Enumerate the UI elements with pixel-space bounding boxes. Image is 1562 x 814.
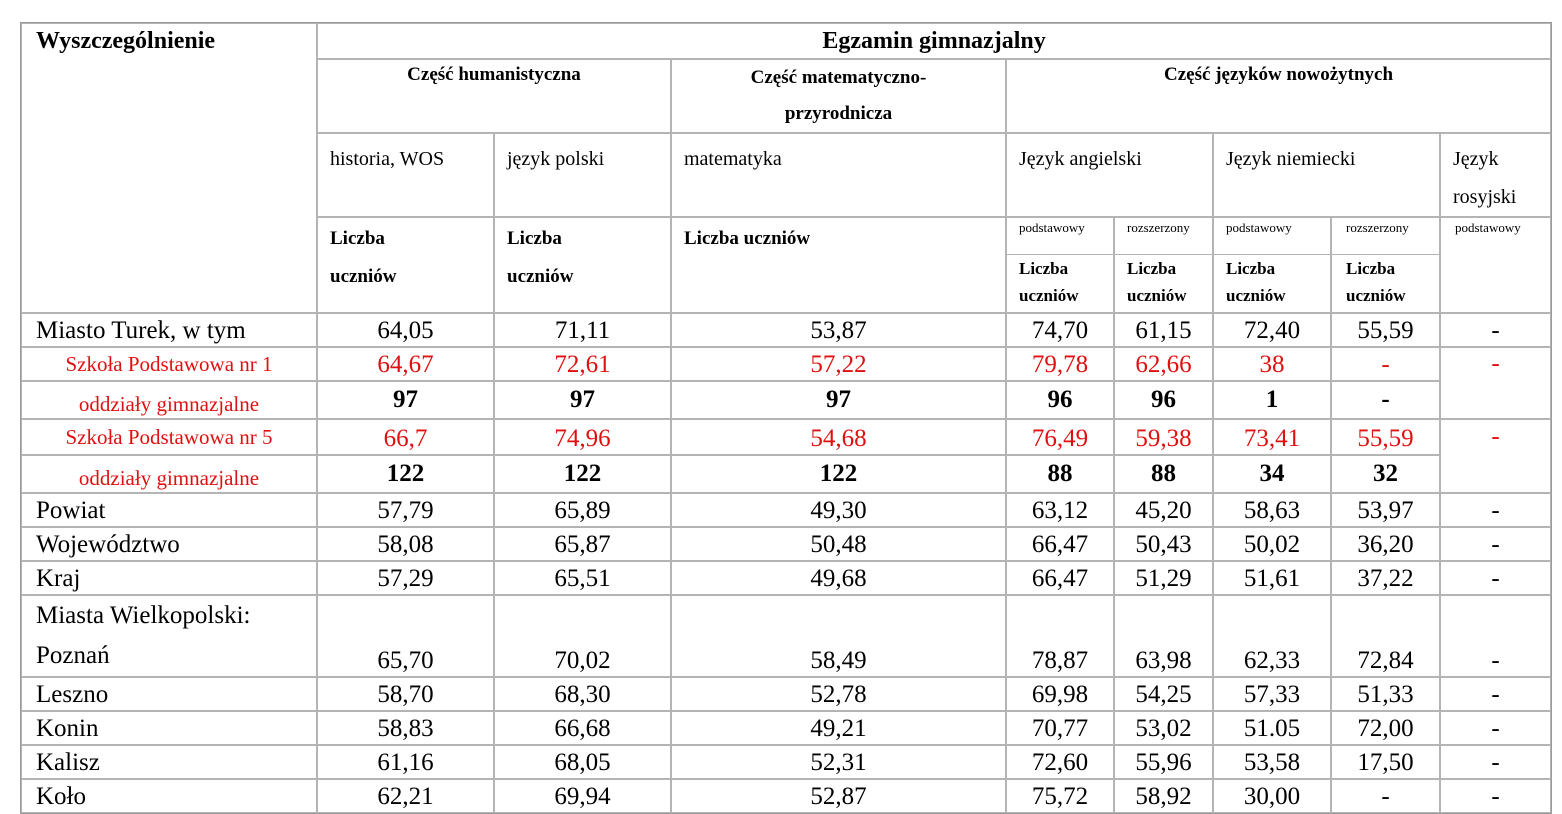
cell-value: 70,02 <box>494 595 671 677</box>
header-exam: Egzamin gimnazjalny <box>317 23 1551 59</box>
cell-value: 72,00 <box>1331 711 1440 745</box>
cell-value: 58,92 <box>1114 779 1213 813</box>
row-label: Leszno <box>21 677 317 711</box>
cell-count: 122 <box>317 455 494 493</box>
header-part-languages: Część języków nowożytnych <box>1006 59 1551 133</box>
cell-value: 74,96 <box>494 419 671 455</box>
row-label-sp5: Szkoła Podstawowa nr 5 <box>21 419 317 455</box>
cell-value: 36,20 <box>1331 527 1440 561</box>
level-label: podstawowy <box>1226 220 1292 235</box>
table-row <box>21 493 1551 527</box>
cell-value: - <box>1440 779 1551 813</box>
cell-value: 57,22 <box>671 347 1006 381</box>
cell-value: 51.05 <box>1213 711 1331 745</box>
table-row <box>21 527 1551 561</box>
cell-value: 63,98 <box>1114 595 1213 677</box>
cell-value: 72,60 <box>1006 745 1114 779</box>
subject-russian <box>1440 133 1551 217</box>
subject-history: historia, WOS <box>317 133 494 217</box>
count-label <box>1115 254 1212 309</box>
cell-value: 58,08 <box>317 527 494 561</box>
cell-value: 72,84 <box>1331 595 1440 677</box>
cell-count: 122 <box>671 455 1006 493</box>
cell-value: 74,70 <box>1006 313 1114 347</box>
row-label-sp1: Szkoła Podstawowa nr 1 <box>21 347 317 381</box>
count-label-word2: uczniów <box>1127 286 1187 305</box>
cell-value: 61,16 <box>317 745 494 779</box>
table-row <box>21 779 1551 813</box>
cell-value: 54,25 <box>1114 677 1213 711</box>
header-part-math-line2: przyrodnicza <box>784 103 893 124</box>
count-label-history <box>317 217 494 313</box>
cell-value: 58,49 <box>671 595 1006 677</box>
level-ru-basic <box>1440 217 1551 313</box>
row-label: Miasto Turek, w tym <box>21 313 317 347</box>
cell-count: 96 <box>1114 381 1213 419</box>
cell-value: - <box>1440 347 1551 419</box>
cell-value: 63,12 <box>1006 493 1114 527</box>
cell-value: - <box>1440 677 1551 711</box>
cell-value: 51,33 <box>1331 677 1440 711</box>
row-sublabel-sp5: oddziały gimnazjalne <box>21 455 317 493</box>
header-part-math-line1: Część matematyczno- <box>750 67 927 88</box>
count-label-word1: Liczba <box>1127 259 1177 278</box>
cell-count: 32 <box>1331 455 1440 493</box>
level-de-extended <box>1331 217 1440 313</box>
cell-value: 64,67 <box>317 347 494 381</box>
group-header: Miasta Wielkopolski: <box>36 602 251 629</box>
cell-value: 79,78 <box>1006 347 1114 381</box>
cell-value: - <box>1440 745 1551 779</box>
count-label-math: Liczba uczniów <box>671 217 1006 313</box>
header-wyszczegolnienie: Wyszczególnienie <box>21 23 317 313</box>
level-en-basic <box>1006 217 1114 313</box>
cell-value: - <box>1440 595 1551 677</box>
cell-count: 1 <box>1213 381 1331 419</box>
count-label <box>1214 254 1330 309</box>
cell-value: 78,87 <box>1006 595 1114 677</box>
cell-value: 53,87 <box>671 313 1006 347</box>
subject-english: Język angielski <box>1006 133 1213 217</box>
table-row <box>21 419 1551 455</box>
cell-value: 65,51 <box>494 561 671 595</box>
cell-value: 72,61 <box>494 347 671 381</box>
subject-math: matematyka <box>671 133 1006 217</box>
cell-value: 45,20 <box>1114 493 1213 527</box>
table-row <box>21 745 1551 779</box>
cell-value: 66,47 <box>1006 561 1114 595</box>
table-row <box>21 313 1551 347</box>
cell-value: 69,98 <box>1006 677 1114 711</box>
cell-value: 58,63 <box>1213 493 1331 527</box>
cell-value: 51,61 <box>1213 561 1331 595</box>
cell-value: 53,02 <box>1114 711 1213 745</box>
count-label-word1: Liczba <box>330 228 385 249</box>
subject-russian-line2: rosyjski <box>1453 186 1517 208</box>
row-label: Poznań <box>36 642 110 669</box>
cell-count: 96 <box>1006 381 1114 419</box>
header-part-math <box>671 59 1006 133</box>
table-row <box>21 677 1551 711</box>
level-label: podstawowy <box>1019 220 1085 235</box>
count-label-word2: uczniów <box>330 266 397 287</box>
count-label-word2: uczniów <box>1019 286 1079 305</box>
count-label <box>1007 254 1113 309</box>
count-label-word1: Liczba <box>507 228 562 249</box>
row-label: Powiat <box>21 493 317 527</box>
cell-value: 65,87 <box>494 527 671 561</box>
cell-value: - <box>1440 419 1551 493</box>
cell-value: - <box>1440 527 1551 561</box>
table-row <box>21 347 1551 381</box>
cell-value: 52,31 <box>671 745 1006 779</box>
cell-value: 49,30 <box>671 493 1006 527</box>
cell-value: 58,83 <box>317 711 494 745</box>
table-row <box>21 561 1551 595</box>
cell-value: 65,89 <box>494 493 671 527</box>
cell-value: 71,11 <box>494 313 671 347</box>
cell-value: 57,33 <box>1213 677 1331 711</box>
cell-value: 50,43 <box>1114 527 1213 561</box>
cell-count: 34 <box>1213 455 1331 493</box>
level-de-basic <box>1213 217 1331 313</box>
results-table <box>20 22 1552 814</box>
count-label-word2: uczniów <box>507 266 574 287</box>
cell-value: 75,72 <box>1006 779 1114 813</box>
cell-count: - <box>1331 381 1440 419</box>
table-row <box>21 455 1551 493</box>
cell-value: 59,38 <box>1114 419 1213 455</box>
row-label: Województwo <box>21 527 317 561</box>
cell-value: 55,59 <box>1331 313 1440 347</box>
cell-value: 72,40 <box>1213 313 1331 347</box>
cell-count: 88 <box>1006 455 1114 493</box>
cell-value: 55,59 <box>1331 419 1440 455</box>
cell-value: 55,96 <box>1114 745 1213 779</box>
cell-value: 38 <box>1213 347 1331 381</box>
level-label: rozszerzony <box>1127 220 1190 235</box>
cell-value: 68,05 <box>494 745 671 779</box>
count-label-word1: Liczba <box>1346 259 1396 278</box>
level-en-extended <box>1114 217 1213 313</box>
cell-value: 54,68 <box>671 419 1006 455</box>
count-label-word1: Liczba <box>1019 259 1069 278</box>
level-label: rozszerzony <box>1346 220 1409 235</box>
cell-value: 52,78 <box>671 677 1006 711</box>
cell-value: 37,22 <box>1331 561 1440 595</box>
cell-count: 97 <box>494 381 671 419</box>
cell-value: 30,00 <box>1213 779 1331 813</box>
cell-value: 73,41 <box>1213 419 1331 455</box>
cell-count: 88 <box>1114 455 1213 493</box>
row-label-miasta <box>21 595 317 677</box>
cell-value: 58,70 <box>317 677 494 711</box>
cell-value: 62,21 <box>317 779 494 813</box>
row-label: Kraj <box>21 561 317 595</box>
row-label: Konin <box>21 711 317 745</box>
cell-value: 50,48 <box>671 527 1006 561</box>
cell-value: - <box>1331 347 1440 381</box>
cell-value: 68,30 <box>494 677 671 711</box>
table-row <box>21 595 1551 677</box>
row-label: Koło <box>21 779 317 813</box>
table-row <box>21 711 1551 745</box>
cell-value: 70,77 <box>1006 711 1114 745</box>
subject-russian-line1: Język <box>1453 148 1499 170</box>
cell-value: 52,87 <box>671 779 1006 813</box>
cell-value: - <box>1331 779 1440 813</box>
cell-value: - <box>1440 711 1551 745</box>
cell-value: - <box>1440 493 1551 527</box>
row-label: Kalisz <box>21 745 317 779</box>
cell-value: 49,21 <box>671 711 1006 745</box>
count-label-word1: Liczba <box>1226 259 1276 278</box>
cell-value: 57,29 <box>317 561 494 595</box>
cell-count: 97 <box>317 381 494 419</box>
cell-value: 50,02 <box>1213 527 1331 561</box>
cell-value: 61,15 <box>1114 313 1213 347</box>
cell-value: 53,97 <box>1331 493 1440 527</box>
row-sublabel-sp1: oddziały gimnazjalne <box>21 381 317 419</box>
cell-value: 57,79 <box>317 493 494 527</box>
level-label: podstawowy <box>1455 220 1521 235</box>
header-part-humanistic: Część humanistyczna <box>317 59 671 133</box>
cell-value: 66,7 <box>317 419 494 455</box>
cell-value: 66,47 <box>1006 527 1114 561</box>
cell-value: 62,33 <box>1213 595 1331 677</box>
cell-value: 53,58 <box>1213 745 1331 779</box>
cell-count: 122 <box>494 455 671 493</box>
cell-value: 49,68 <box>671 561 1006 595</box>
count-label <box>1332 254 1439 309</box>
cell-value: 65,70 <box>317 595 494 677</box>
cell-value: 69,94 <box>494 779 671 813</box>
cell-value: 62,66 <box>1114 347 1213 381</box>
count-label-word2: uczniów <box>1346 286 1406 305</box>
cell-value: - <box>1440 561 1551 595</box>
subject-german: Język niemiecki <box>1213 133 1440 217</box>
cell-value: 76,49 <box>1006 419 1114 455</box>
table-row <box>21 381 1551 419</box>
cell-value: 17,50 <box>1331 745 1440 779</box>
cell-value: 51,29 <box>1114 561 1213 595</box>
cell-count: 97 <box>671 381 1006 419</box>
cell-value: 66,68 <box>494 711 671 745</box>
count-label-polish <box>494 217 671 313</box>
subject-polish: język polski <box>494 133 671 217</box>
count-label-word2: uczniów <box>1226 286 1286 305</box>
cell-value: - <box>1440 313 1551 347</box>
cell-value: 64,05 <box>317 313 494 347</box>
